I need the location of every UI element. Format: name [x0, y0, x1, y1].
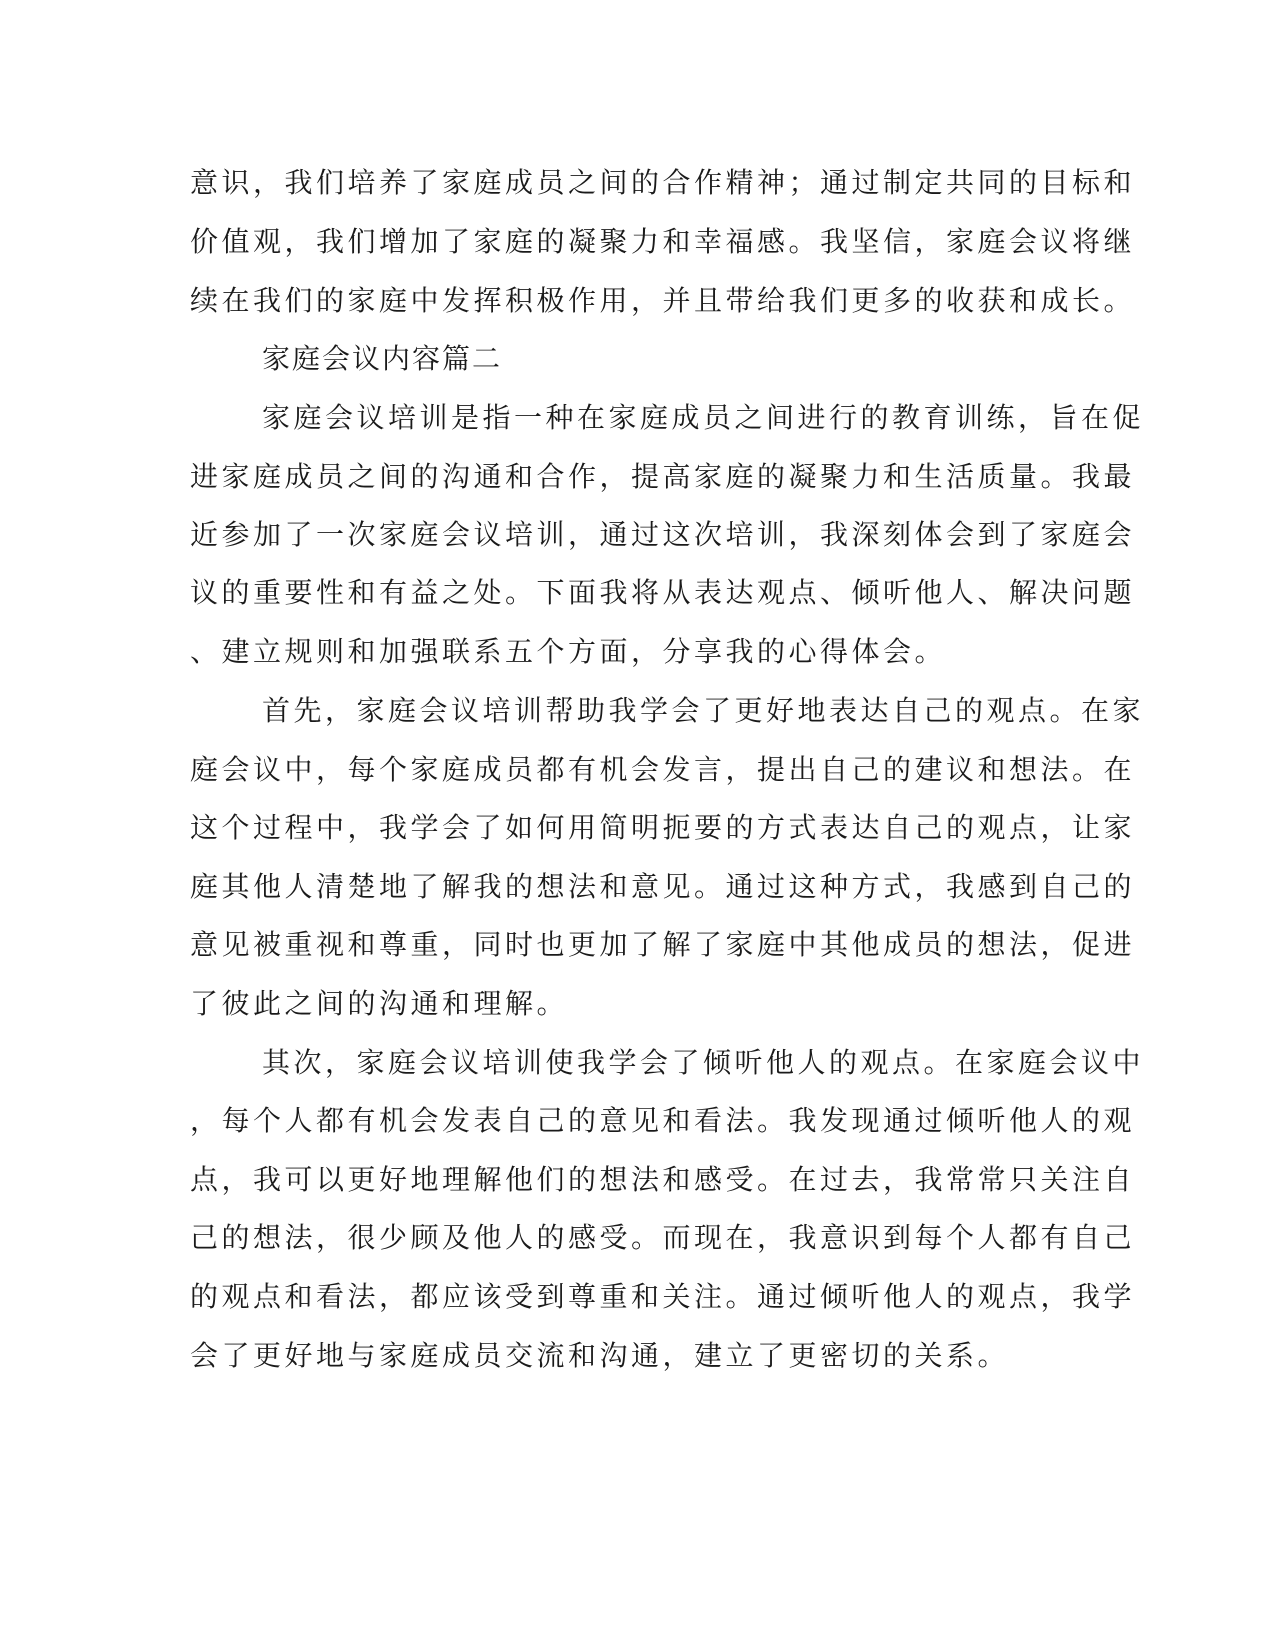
text-line: 的观点和看法，都应该受到尊重和关注。通过倾听他人的观点，我学 [190, 1280, 1136, 1313]
text-line: 了彼此之间的沟通和理解。 [190, 987, 569, 1020]
text-line: 意见被重视和尊重，同时也更加了解了家庭中其他成员的想法，促进 [190, 928, 1136, 961]
text-line: ，每个人都有机会发表自己的意见和看法。我发现通过倾听他人的观 [190, 1104, 1136, 1137]
text-line: 近参加了一次家庭会议培训，通过这次培训，我深刻体会到了家庭会 [190, 518, 1136, 551]
text-line: 意识，我们培养了家庭成员之间的合作精神；通过制定共同的目标和 [190, 166, 1136, 199]
text-line: 家庭会议培训是指一种在家庭成员之间进行的教育训练，旨在促 [262, 401, 1145, 434]
text-line: 进家庭成员之间的沟通和合作，提高家庭的凝聚力和生活质量。我最 [190, 460, 1136, 493]
text-line: 其次，家庭会议培训使我学会了倾听他人的观点。在家庭会议中 [262, 1046, 1145, 1079]
text-line: 这个过程中，我学会了如何用简明扼要的方式表达自己的观点，让家 [190, 811, 1136, 844]
text-line: 点，我可以更好地理解他们的想法和感受。在过去，我常常只关注自 [190, 1163, 1136, 1196]
text-line: 己的想法，很少顾及他人的感受。而现在，我意识到每个人都有自己 [190, 1221, 1136, 1254]
section-heading: 家庭会议内容篇二 [262, 342, 503, 375]
text-line: 续在我们的家庭中发挥积极作用，并且带给我们更多的收获和成长。 [190, 284, 1136, 317]
text-line: 会了更好地与家庭成员交流和沟通，建立了更密切的关系。 [190, 1339, 1010, 1372]
text-line: 、建立规则和加强联系五个方面，分享我的心得体会。 [190, 635, 947, 668]
text-line: 庭会议中，每个家庭成员都有机会发言，提出自己的建议和想法。在 [190, 753, 1136, 786]
text-line: 议的重要性和有益之处。下面我将从表达观点、倾听他人、解决问题 [190, 576, 1136, 609]
text-line: 首先，家庭会议培训帮助我学会了更好地表达自己的观点。在家 [262, 694, 1145, 727]
text-line: 价值观，我们增加了家庭的凝聚力和幸福感。我坚信，家庭会议将继 [190, 225, 1136, 258]
text-line: 庭其他人清楚地了解我的想法和意见。通过这种方式，我感到自己的 [190, 870, 1136, 903]
